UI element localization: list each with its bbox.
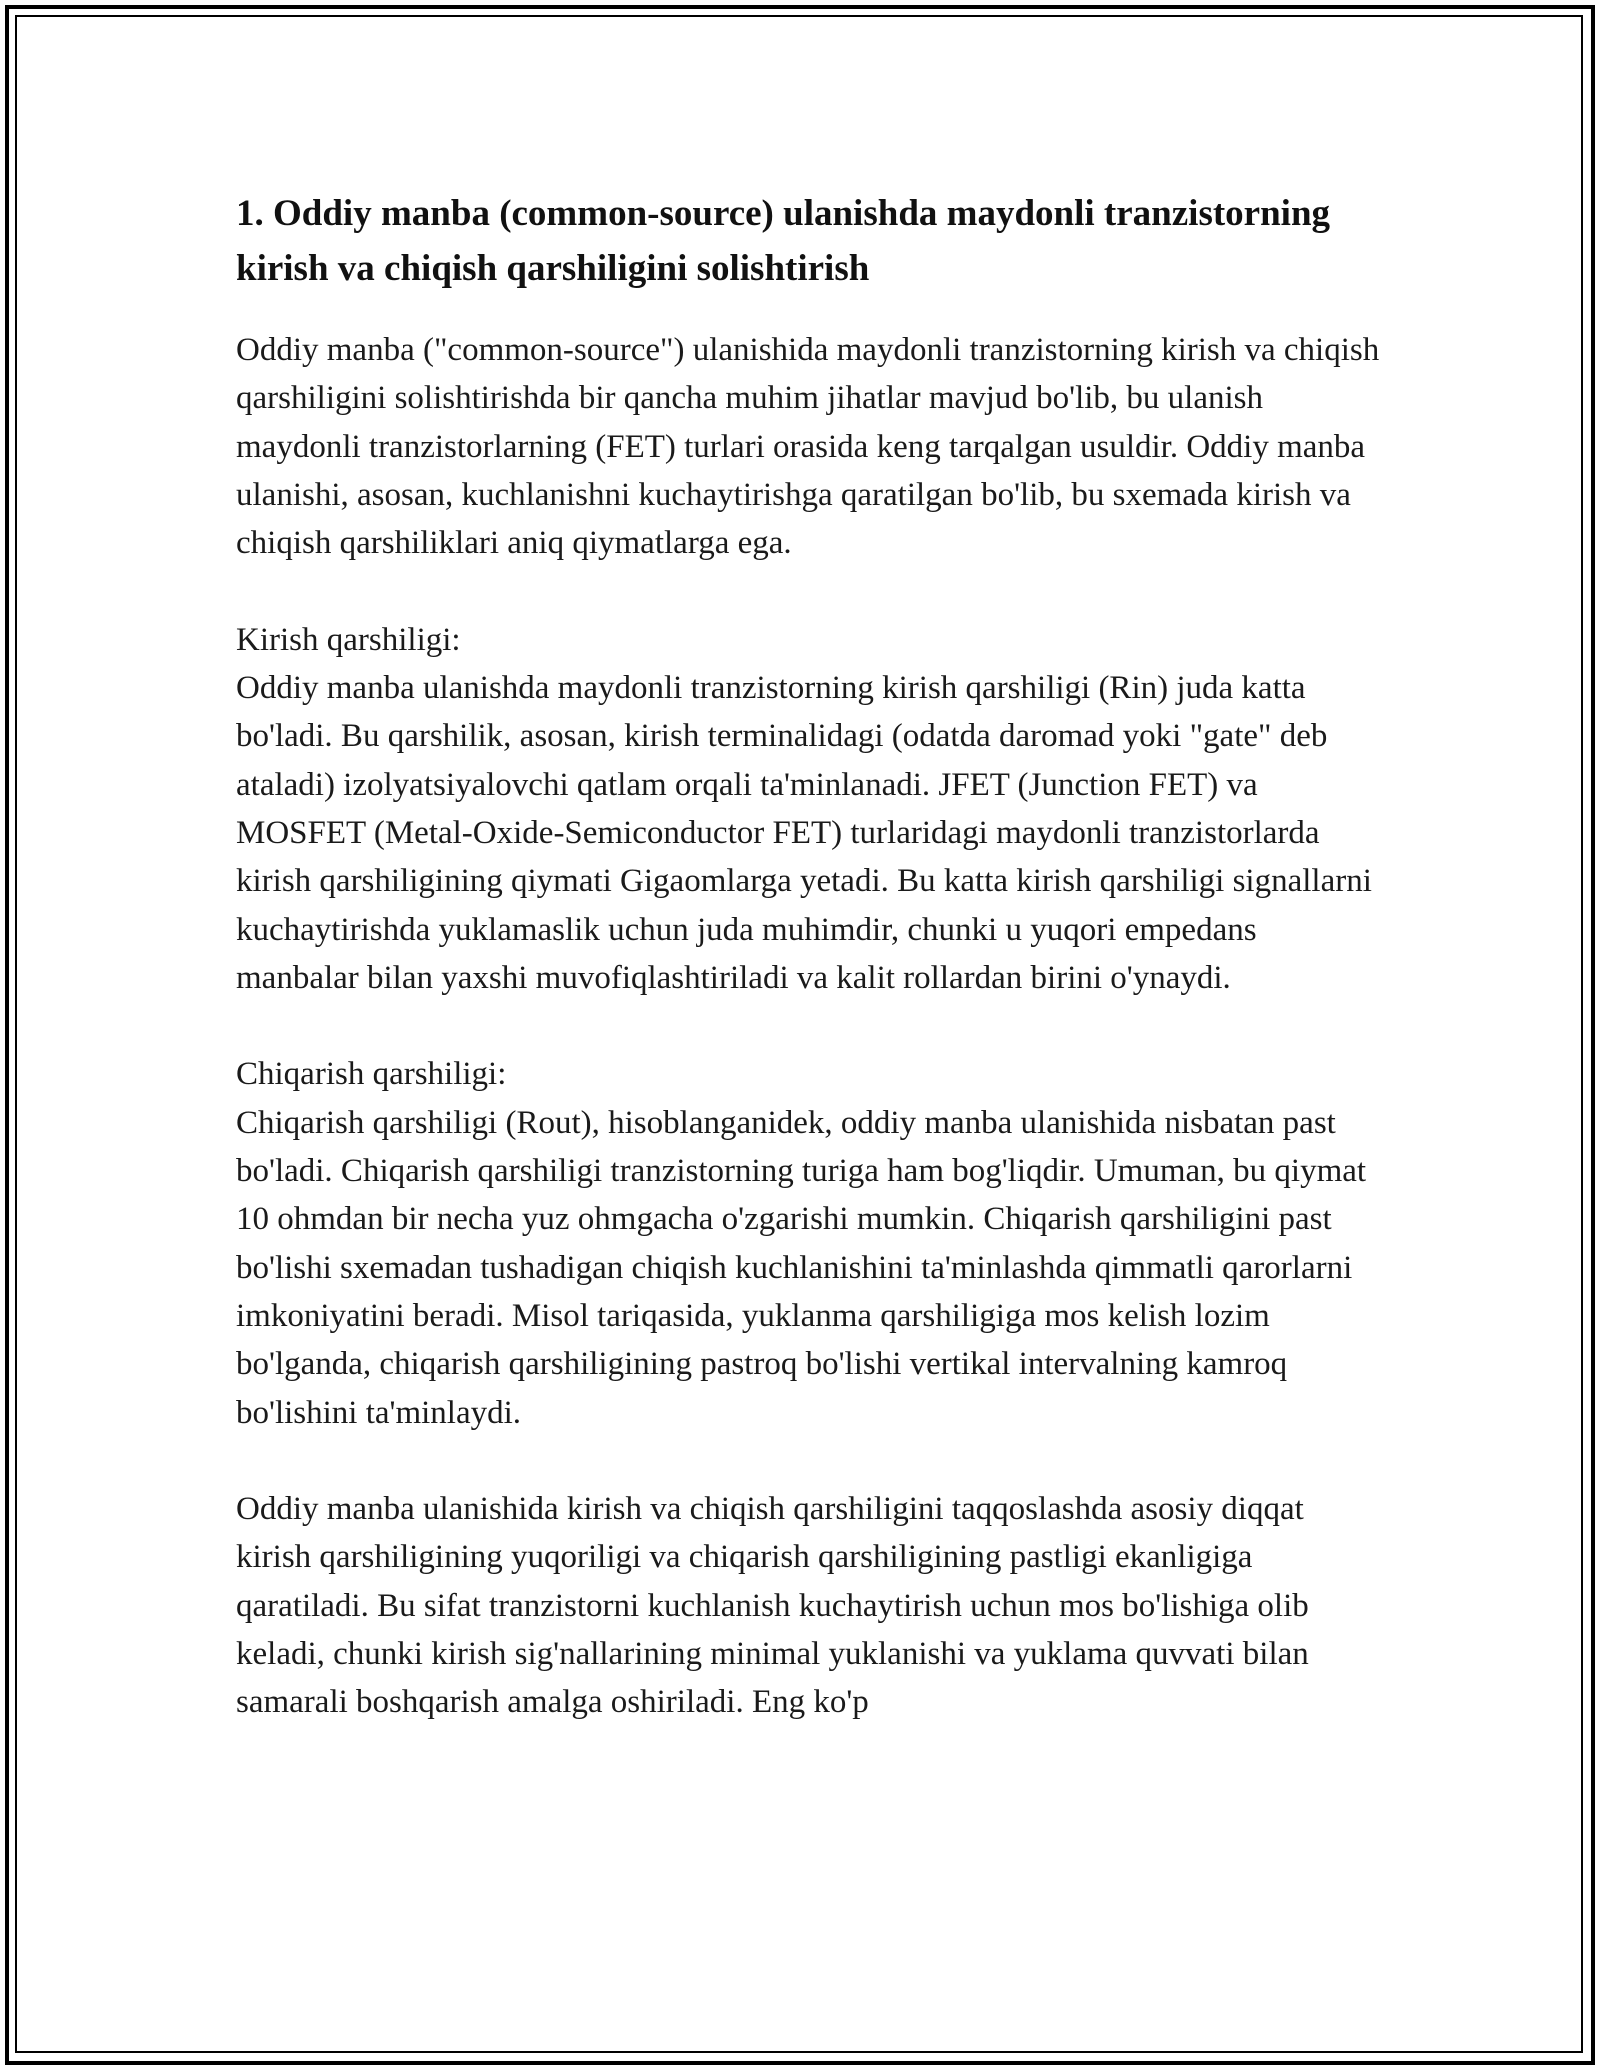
input-resistance-label: Kirish qarshiligi: [236,621,461,658]
input-resistance-paragraph: Oddiy manba ulanishda maydonli tranzistorning kirish qarshiligi (Rin) juda katta bo'ladi. Bu qarshilik, asosan, kirish terminalidagi (odatda daromad yoki "gate" deb ataladi) izolyatsiyalovchi qatlam orqali ta'minlanadi. JFET (Junction FET) va MOSFET (Metal-Oxide-Semiconductor FET) turlaridagi maydonli tranzistorlarda kirish qarshiligining qiymati Gigaomlarga yetadi. Bu katta kirish qarshiligi signallarni kuchaytirishda yuklamaslik uchun juda muhimdir, chunki u yuqori empedans manbalar bilan yaxshi muvofiqlashtiriladi va kalit rollardan birini o'ynaydi. [236,670,1372,996]
paragraph-gap [236,1437,1382,1485]
conclusion-paragraph: Oddiy manba ulanishida kirish va chiqish qarshiligini taqqoslashda asosiy diqqat kirish qarshiligining yuqoriligi va chiqarish qarshiligining pastligi ekanligiga qaratiladi. Bu sifat tranzistorni kuchlanish kuchaytirish uchun mos bo'lishiga olib keladi, chunki kirish sig'nallarining minimal yuklanishi va yuklama quvvati bilan samarali boshqarish amalga oshiriladi. Eng ko'p [236,1491,1309,1721]
document-body [236,186,1382,1727]
paragraph-gap [236,1002,1382,1050]
paragraph-gap [236,567,1382,615]
intro-paragraph: Oddiy manba ("common-source") ulanishida maydonli tranzistorning kirish va chiqish qarshiligini solishtirishda bir qancha muhim jihatlar mavjud bo'lib, bu ulanish maydonli tranzistorlarning (FET) turlari orasida keng tarqalgan usuldir. Oddiy manba ulanishi, asosan, kuchlanishni kuchaytirishga qaratilgan bo'lib, bu sxemada kirish va chiqish qarshiliklari aniq qiymatlarga ega. [236,332,1380,562]
section-heading: 1. Oddiy manba (common-source) ulanishda maydonli tranzistorning kirish va chiqish qarshiligini solishtirish [236,193,1331,289]
output-resistance-label: Chiqarish qarshiligi: [236,1056,507,1093]
output-resistance-paragraph: Chiqarish qarshiligi (Rout), hisoblanganidek, oddiy manba ulanishida nisbatan past bo'ladi. Chiqarish qarshiligi tranzistorning turiga ham bog'liqdir. Umuman, bu qiymat 10 ohmdan bir necha yuz ohmgacha o'zgarishi mumkin. Chiqarish qarshiligini past bo'lishi sxemadan tushadigan chiqish kuchlanishini ta'minlashda qimmatli qarorlarni imkoniyatini beradi. Misol tariqasida, yuklanma qarshiligiga mos kelish lozim bo'lganda, chiqarish qarshiligining pastroq bo'lishi vertikal intervalning kamroq bo'lishini ta'minlaydi. [236,1104,1367,1431]
